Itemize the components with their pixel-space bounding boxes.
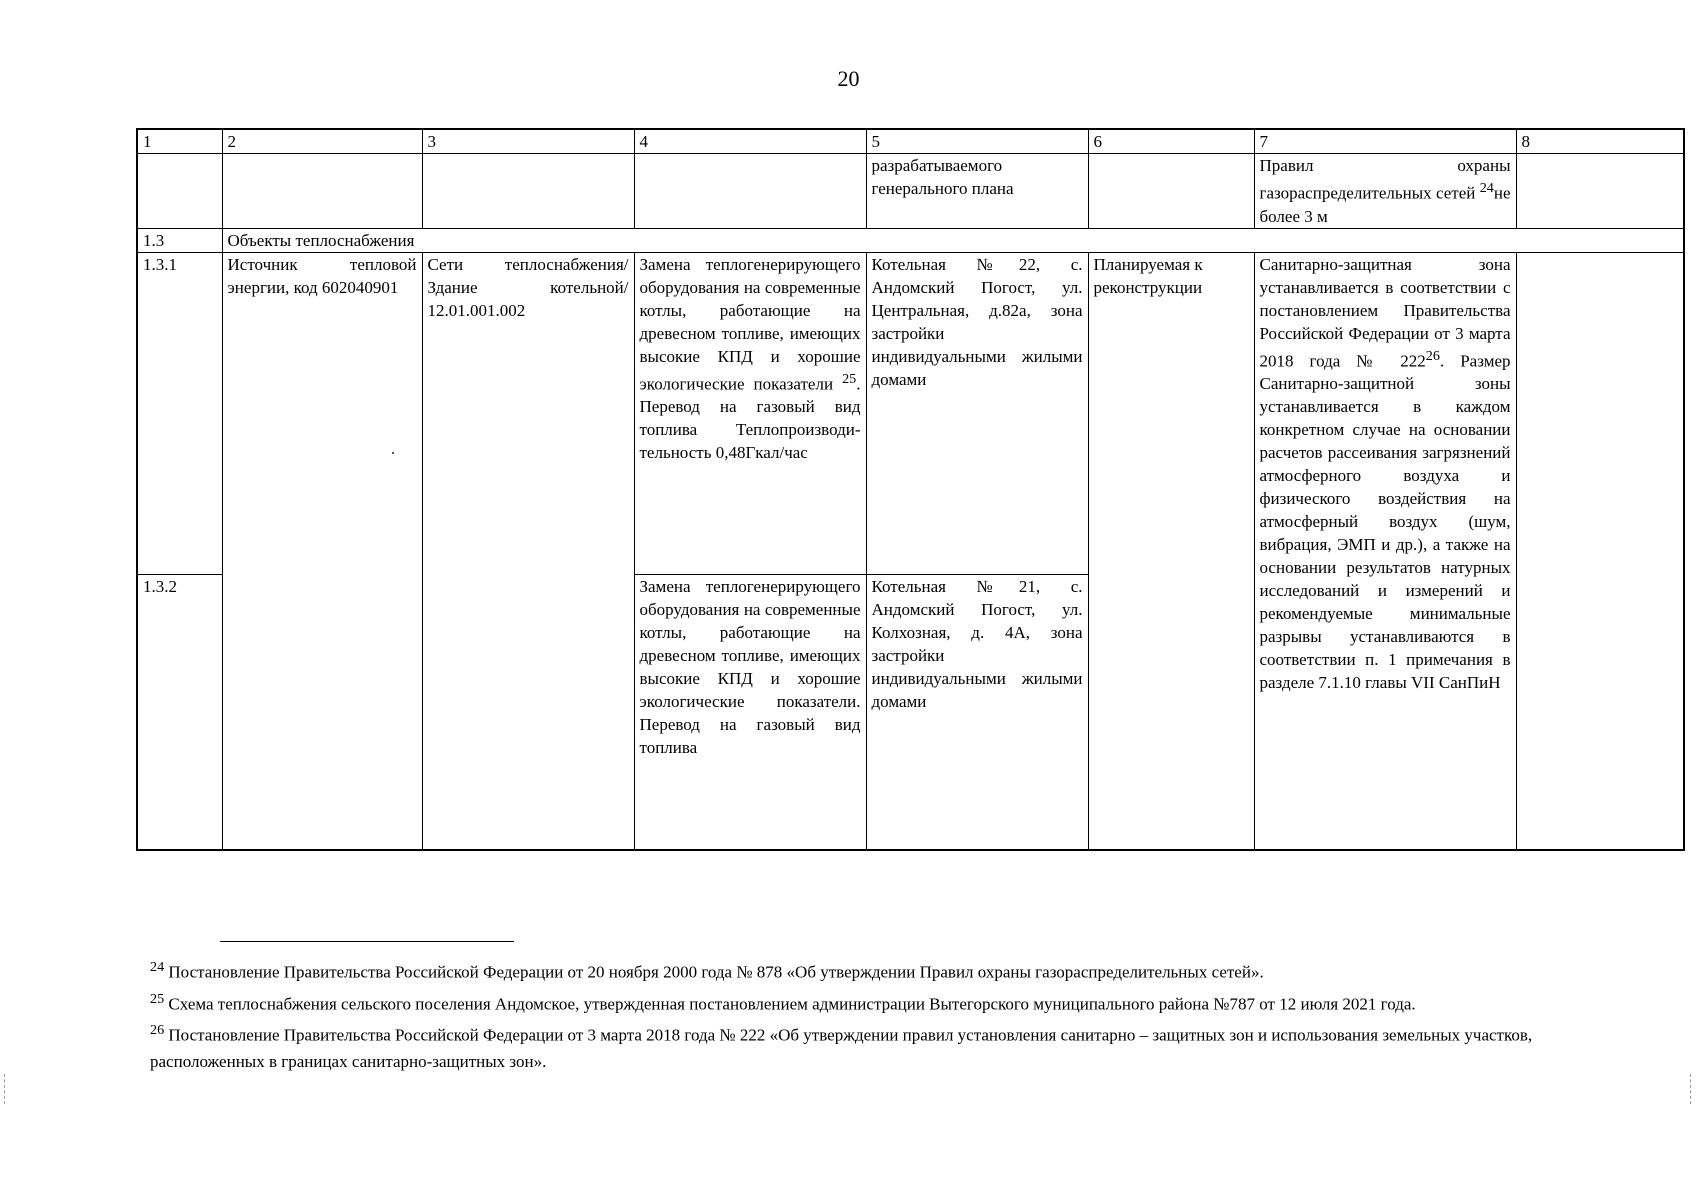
section-number: 1.3 (137, 228, 222, 252)
footnote: $^{24}$ Постановление Правительства Российской Федерации от 20 ноября 2000 года № 878 «Об утверждении Правил охраны газораспределительных сетей». (150, 959, 1264, 982)
table-row (137, 252, 1684, 574)
header-cell: 5 (866, 129, 1088, 154)
footnote-ref: 24 (1479, 180, 1494, 196)
header-row (137, 129, 1684, 154)
scan-edge-mark (4, 1074, 5, 1104)
footnote-ref: 25 (842, 370, 857, 387)
location-cell: Котельная №21, с. Андомский Погост, ул. Колхозная, д. 4А, зона застройки индивидуальными жилыми домами (866, 574, 1088, 850)
location-cell: Котельная №22, с. Андомский Погост, ул. Центральная, д.82а, зона застройки индивидуальными жилыми домами (866, 252, 1088, 574)
section-row (137, 228, 1684, 252)
header-cell: 2 (222, 129, 422, 154)
row-number: 1.3.2 (137, 574, 222, 850)
footnote-mark: 25 (150, 990, 165, 1007)
planning-table (136, 128, 1685, 851)
header-cell: 7 (1254, 129, 1516, 154)
continued-zone-cell: Правил охраны газораспределительных сетей $^{24}$не более 3 м (1254, 154, 1516, 229)
header-cell: 1 (137, 129, 222, 154)
footnote-mark: 24 (150, 959, 165, 975)
continued-location-cell: разрабатываемого генерального плана (866, 154, 1088, 229)
zone-cell: Санитарно-защитная зона устанавливается в соответствии с постановлением Правительства Российской Федерации от 3 марта 2018 года № $222^{26}$. Размер Санитарно-защитной зоны устанавливается в каждом конкретном случае на основании расчетов рассеивания загрязнений атмосферного воздуха и физического воздействия на атмосферный воздух (шум, вибрация, ЭМП и др.), а также на основании результатов натурных исследований и измерений и рекомендуемые минимальные разрывы устанавливаются в соответствии п. 1 примечания в разделе 7.1.10 главы VII СанПиН (1254, 252, 1516, 850)
footnote: $^{26}$ Постановление Правительства Российской Федерации от 3 марта 2018 года № 222 «Об утверждении правил установления санитарно – защитных зон и использования земельных участков, расположенных в границах санитарно-защитных зон». (150, 1022, 1533, 1071)
footnote-ref: 26 (1425, 347, 1440, 364)
page-number: 20 (837, 66, 860, 91)
footnote-divider (220, 941, 514, 942)
measures-cell: Замена теплогенерирующего оборудования на современные котлы, работающие на древесном топливе, имеющих высокие КПД и хорошие экологические показатели. Перевод на газовый вид топлива (634, 574, 866, 850)
header-cell: 4 (634, 129, 866, 154)
footnote-mark: 26 (150, 1022, 165, 1039)
scan-speck (392, 452, 394, 454)
header-cell: 8 (1516, 129, 1684, 154)
footnotes (150, 954, 1620, 1075)
object-type-cell: Сети теплоснабжения/Здание котельной/ 12.01.001.002 (422, 252, 634, 850)
row-number: 1.3.1 (137, 252, 222, 574)
status-cell: Планируемая к реконструкции (1088, 252, 1254, 850)
header-cell: 6 (1088, 129, 1254, 154)
scan-edge-mark (1690, 1074, 1691, 1104)
footnote: $^{25}$ Схема теплоснабжения сельского поселения Андомское, утвержденная постановлением администрации Вытегорского муниципального района №787 от 12 июля 2021 года. (150, 990, 1416, 1014)
continued-row (137, 154, 1684, 229)
section-title: Объекты теплоснабжения (222, 228, 1684, 252)
header-cell: 3 (422, 129, 634, 154)
measures-cell: Замена теплогенерирующего оборудования на современные котлы, работающие на древесном топливе, имеющих высокие КПД и хорошие экологические показатели $^{25}$. Перевод на газовый вид топлива Теплопроизводи-тельность 0,48Гкал/час (634, 252, 866, 574)
object-name-cell: Источник тепловой энергии, код 602040901 (222, 252, 422, 850)
